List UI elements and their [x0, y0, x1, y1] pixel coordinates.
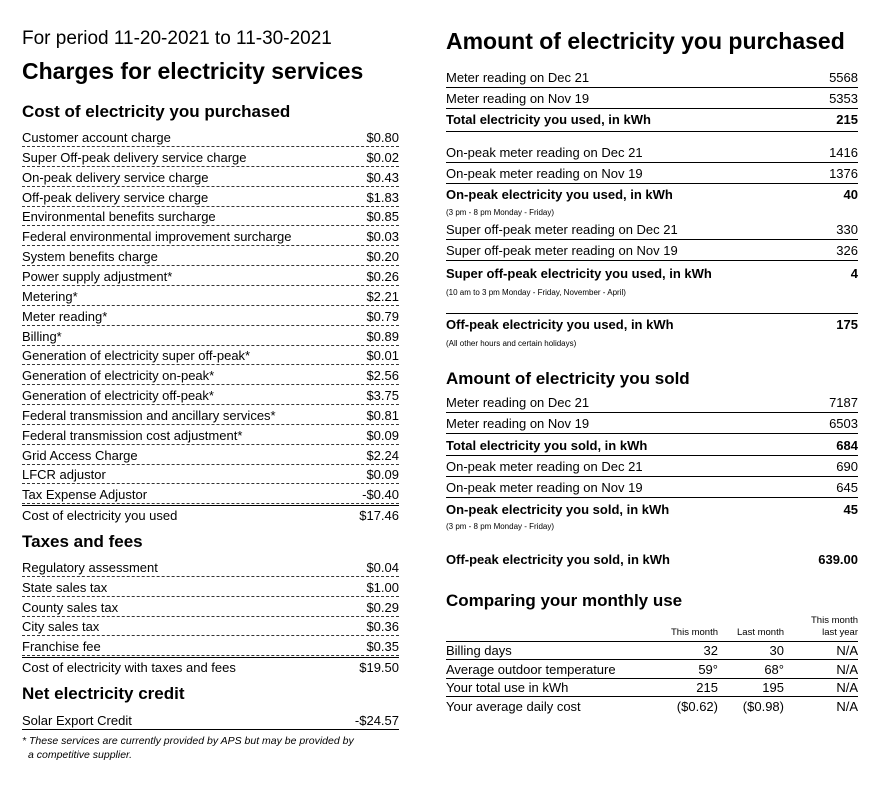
row-value: 326 [836, 243, 858, 258]
row-value: 215 [836, 112, 858, 127]
row-value: 639.00 [818, 552, 858, 567]
row-value: $0.09 [366, 467, 399, 483]
row-label: Federal transmission and ancillary services* [22, 407, 276, 423]
divider [446, 131, 858, 132]
subtotal-row [22, 505, 399, 524]
charge-row [22, 247, 399, 266]
purchased-title: Amount of electricity you purchased [446, 28, 845, 54]
sold-row [446, 414, 858, 434]
row-label: On-peak electricity you used, in kWh [446, 187, 673, 202]
taxes-section-title: Taxes and fees [22, 532, 143, 551]
row-label: On-peak meter reading on Nov 19 [446, 480, 643, 495]
on-peak-hours-note: (3 pm - 8 pm Monday - Friday) [446, 208, 555, 217]
row-value: 7187 [829, 395, 858, 410]
row-label: Total electricity you used, in kWh [446, 112, 651, 127]
footnote-line-1: * These services are currently provided by APS but may be provided by [22, 735, 354, 747]
row-value: $19.50 [359, 660, 399, 675]
purchased-row [446, 164, 858, 184]
row-label: Power supply adjustment* [22, 268, 173, 284]
row-value: $0.85 [366, 209, 399, 225]
row-value: 645 [836, 480, 858, 495]
row-label: Federal environmental improvement surcharge [22, 229, 292, 245]
compare-last-year: N/A [836, 680, 858, 695]
row-label: Customer account charge [22, 130, 171, 145]
row-value: $0.35 [366, 639, 399, 655]
compare-this-month: ($0.62) [676, 698, 718, 714]
compare-label: Your total use in kWh [446, 680, 569, 695]
compare-this-month: 32 [703, 643, 718, 658]
footnote [22, 734, 412, 762]
row-value: $0.79 [366, 308, 399, 324]
compare-row [446, 698, 858, 716]
row-label: Metering* [22, 288, 78, 304]
credit-section-title: Net electricity credit [22, 684, 185, 703]
compare-row [446, 679, 858, 697]
row-value: $0.04 [366, 560, 399, 575]
purchased-total-row [446, 110, 858, 130]
row-value: $0.29 [366, 599, 399, 615]
row-value: $0.03 [366, 229, 399, 245]
charges-title: Charges for electricity services [22, 58, 364, 84]
row-label: Off-peak delivery service charge [22, 189, 209, 205]
compare-this-month: 59° [698, 661, 718, 677]
row-label: City sales tax [22, 619, 100, 635]
row-label: Cost of electricity with taxes and fees [22, 660, 236, 675]
purchased-row [446, 89, 858, 109]
row-value: $1.83 [366, 189, 399, 205]
row-value: $0.80 [366, 130, 399, 145]
charge-row [22, 386, 399, 405]
billing-period: For period 11-20-2021 to 11-30-2021 [22, 28, 332, 49]
sold-row [446, 393, 858, 413]
compare-row [446, 642, 858, 660]
compare-label: Billing days [446, 643, 512, 658]
row-value: 5353 [829, 91, 858, 106]
row-label: On-peak meter reading on Dec 21 [446, 145, 643, 160]
compare-last-year: N/A [836, 661, 858, 677]
row-value: 45 [843, 502, 858, 517]
row-value: 684 [836, 438, 858, 453]
charge-row [22, 287, 399, 306]
charge-row [22, 307, 399, 326]
sold-total-row [446, 436, 858, 456]
row-value: $0.09 [366, 427, 399, 443]
off-peak-hours-note: (All other hours and certain holidays) [446, 339, 577, 348]
row-label: Super Off-peak delivery service charge [22, 149, 247, 165]
row-label: Super off-peak meter reading on Nov 19 [446, 243, 678, 258]
row-value: $0.36 [366, 619, 399, 635]
row-label: Franchise fee [22, 639, 101, 655]
charge-row [22, 168, 399, 187]
row-label: Meter reading on Dec 21 [446, 70, 590, 85]
on-peak-sold-hours-note: (3 pm - 8 pm Monday - Friday) [446, 522, 555, 531]
compare-label: Your average daily cost [446, 698, 581, 714]
row-label: Meter reading on Nov 19 [446, 91, 590, 106]
charge-row [22, 578, 399, 597]
charge-row [22, 426, 399, 445]
row-value: $2.56 [366, 368, 399, 384]
compare-last-month: 68° [764, 661, 784, 677]
row-label: Environmental benefits surcharge [22, 209, 216, 225]
row-label: Meter reading on Nov 19 [446, 416, 590, 431]
row-label: On-peak meter reading on Dec 21 [446, 459, 643, 474]
row-value: $17.46 [359, 508, 399, 524]
off-peak-sold-row [446, 550, 858, 570]
charge-row [22, 227, 399, 246]
sold-row [446, 478, 858, 498]
row-label: Super off-peak electricity you used, in kWh [446, 266, 712, 281]
row-value: $0.81 [366, 407, 399, 423]
header-last-year-line-1: This month [811, 615, 858, 626]
row-value: -$24.57 [354, 713, 399, 728]
row-label: Billing* [22, 328, 62, 344]
compare-label: Average outdoor temperature [446, 661, 616, 677]
charge-row [22, 406, 399, 425]
purchased-row [446, 220, 858, 240]
compare-row [446, 661, 858, 679]
compare-last-year: N/A [836, 643, 858, 658]
charge-row [22, 188, 399, 207]
row-label: Generation of electricity on-peak* [22, 368, 215, 384]
footnote-line-2: a competitive supplier. [28, 749, 133, 761]
row-label: Meter reading on Dec 21 [446, 395, 590, 410]
charge-row [22, 267, 399, 286]
header-last-year [811, 615, 858, 639]
charge-row [22, 637, 399, 656]
row-label: On-peak meter reading on Nov 19 [446, 166, 643, 181]
charge-row [22, 598, 399, 617]
charge-row [22, 617, 399, 636]
super-off-peak-hours-note: (10 am to 3 pm Monday - Friday, November - April) [446, 288, 626, 297]
off-peak-used-row [446, 315, 858, 335]
row-label: State sales tax [22, 579, 108, 595]
row-value: 4 [850, 266, 858, 281]
charge-row [22, 346, 399, 365]
row-value: 5568 [829, 70, 858, 85]
purchased-row [446, 143, 858, 163]
row-label: Super off-peak meter reading on Dec 21 [446, 222, 678, 237]
sold-row [446, 457, 858, 477]
row-label: Generation of electricity super off-peak* [22, 348, 251, 364]
compare-last-month: 195 [762, 680, 784, 695]
row-value: 40 [843, 187, 858, 202]
row-label: Off-peak electricity you sold, in kWh [446, 552, 670, 567]
row-value: $3.75 [366, 388, 399, 404]
charge-row [22, 366, 399, 385]
compare-this-month: 215 [696, 680, 718, 695]
charge-row [22, 446, 399, 465]
charge-row [22, 327, 399, 346]
compare-last-year: N/A [836, 698, 858, 714]
divider [446, 313, 858, 314]
row-value: 690 [836, 459, 858, 474]
charge-row [22, 148, 399, 167]
row-value: 175 [836, 317, 858, 332]
row-label: Solar Export Credit [22, 713, 132, 728]
row-label: Federal transmission cost adjustment* [22, 427, 243, 443]
sold-title: Amount of electricity you sold [446, 369, 690, 388]
row-value: $0.26 [366, 268, 399, 284]
header-last-month: Last month [737, 627, 784, 638]
purchased-row [446, 241, 858, 261]
row-value: 1376 [829, 166, 858, 181]
row-label: On-peak electricity you sold, in kWh [446, 502, 670, 517]
row-label: System benefits charge [22, 249, 158, 265]
solar-export-credit-row [22, 711, 399, 730]
compare-last-month: ($0.98) [742, 698, 784, 714]
cost-section-title: Cost of electricity you purchased [22, 102, 291, 121]
row-label: Regulatory assessment [22, 560, 158, 575]
row-label: County sales tax [22, 599, 119, 615]
row-value: $2.24 [366, 447, 399, 463]
charge-row [22, 465, 399, 484]
charge-row [22, 128, 399, 147]
on-peak-used-row [446, 185, 858, 205]
header-this-month: This month [671, 627, 718, 638]
row-label: LFCR adjustor [22, 467, 106, 483]
purchased-row [446, 68, 858, 88]
row-value: $0.02 [366, 149, 399, 165]
compare-last-month: 30 [769, 643, 784, 658]
super-off-peak-used-row [446, 264, 858, 284]
row-label: Meter reading* [22, 308, 108, 324]
row-label: Total electricity you sold, in kWh [446, 438, 648, 453]
row-value: $0.43 [366, 169, 399, 185]
row-value: $0.20 [366, 249, 399, 265]
row-value: $0.89 [366, 328, 399, 344]
row-value: 330 [836, 222, 858, 237]
row-label: Generation of electricity off-peak* [22, 388, 214, 404]
charge-row [22, 558, 399, 577]
row-label: Grid Access Charge [22, 447, 138, 463]
row-label: Off-peak electricity you used, in kWh [446, 317, 674, 332]
row-label: Cost of electricity you used [22, 508, 178, 524]
row-value: $2.21 [366, 288, 399, 304]
charge-row [22, 485, 399, 504]
charge-row [22, 207, 399, 226]
on-peak-sold-row [446, 500, 858, 520]
row-value: 1416 [829, 145, 858, 160]
row-value: -$0.40 [362, 487, 399, 503]
subtotal-row [22, 657, 399, 676]
row-label: Tax Expense Adjustor [22, 487, 148, 503]
row-value: 6503 [829, 416, 858, 431]
row-value: $0.01 [366, 348, 399, 364]
compare-title: Comparing your monthly use [446, 591, 683, 610]
row-value: $1.00 [366, 579, 399, 595]
row-label: On-peak delivery service charge [22, 169, 209, 185]
header-last-year-line-2: last year [822, 627, 858, 638]
